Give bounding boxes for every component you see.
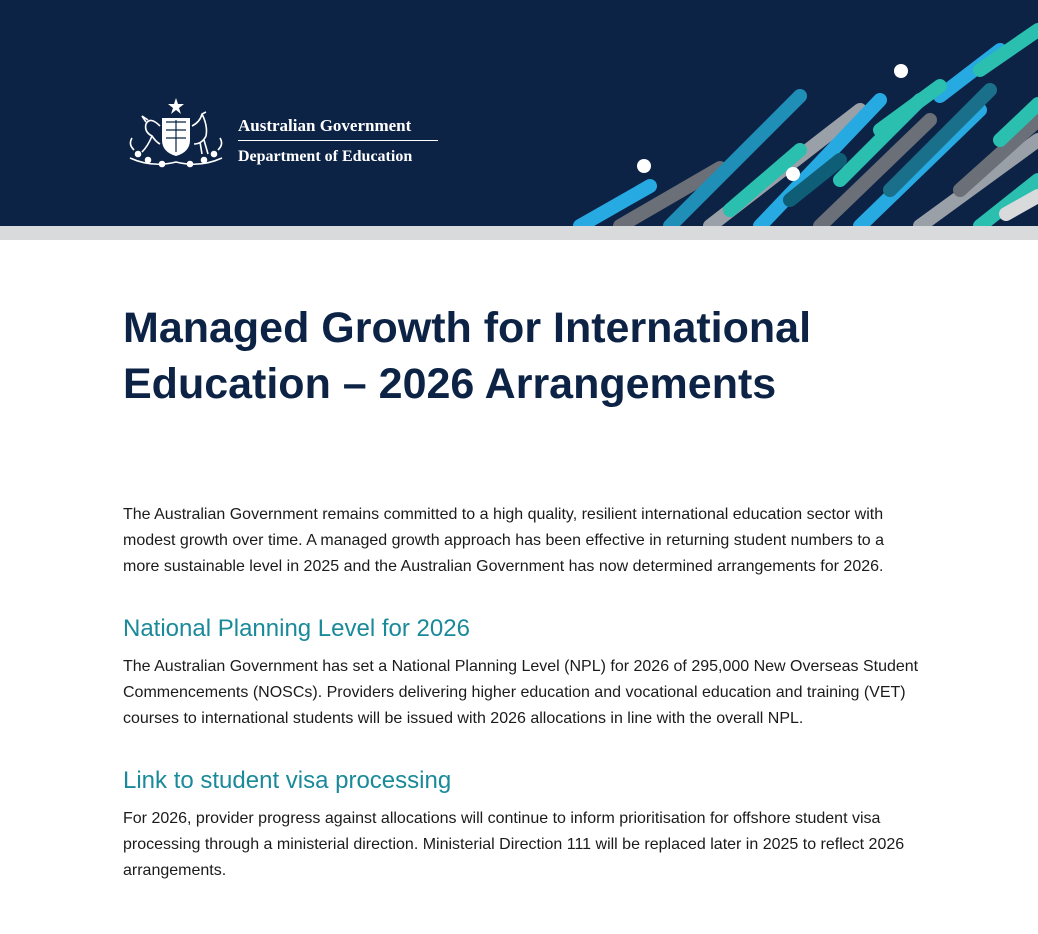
- decorative-stripes: [560, 0, 1038, 226]
- page-title: Managed Growth for International Education – 2026 Arrangements: [123, 304, 812, 408]
- section-body-national-planning-level: The Australian Government has set a National Planning Level (NPL) for 2026 of 295,000 New Overseas Student Commencements (NOSCs). Providers delivering higher education and vocational education and training (VET) courses to international students will be issued with 2026 allocations in line with the overall NPL.: [123, 658, 919, 727]
- coat-of-arms-icon: [122, 96, 230, 172]
- banner-bottom-strip: [0, 226, 1038, 240]
- department-name: Department of Education: [238, 148, 413, 165]
- section-heading-student-visa-processing: Link to student visa processing: [123, 767, 452, 794]
- document-body: [123, 300, 923, 884]
- header-banner: [0, 0, 1038, 226]
- section-body-student-visa-processing: For 2026, provider progress against allocations will continue to inform prioritisation for offshore student visa processing through a ministerial direction. Ministerial Direction 111 will be replaced later in 2025 to reflect 2026 arrangements.: [123, 810, 905, 879]
- intro-paragraph: The Australian Government remains committed to a high quality, resilient international education sector with modest growth over time. A managed growth approach has been effective in returning student numbers to a more sustainable level in 2025 and the Australian Government has now determined arrangements for 2026.: [123, 506, 885, 575]
- org-name: Australian Government: [238, 116, 412, 135]
- department-branding: [238, 116, 438, 167]
- branding-divider: [238, 140, 438, 141]
- section-heading-national-planning-level: National Planning Level for 2026: [123, 615, 470, 642]
